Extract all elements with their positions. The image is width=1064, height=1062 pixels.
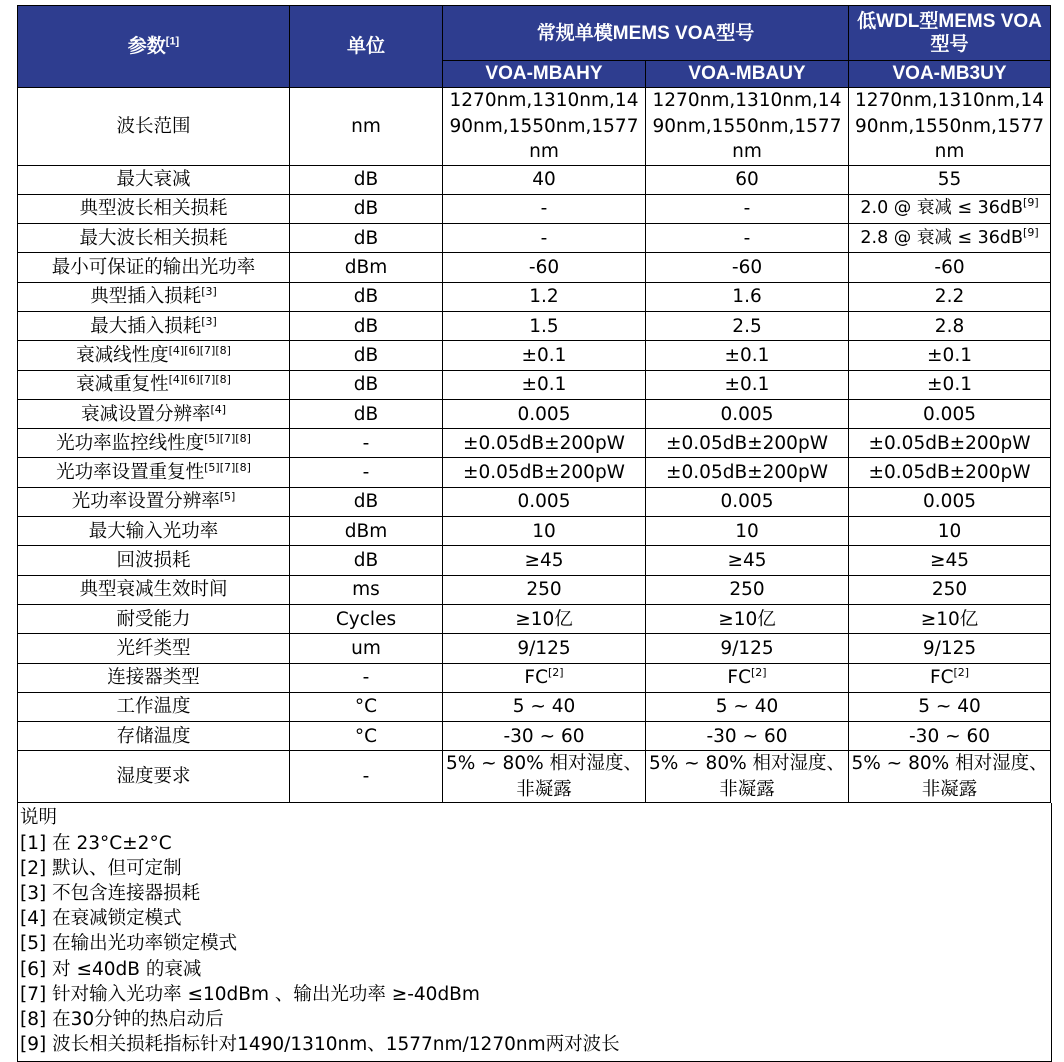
value-cell: ≥45 [646, 546, 849, 575]
value-cell: FC[2] [646, 663, 849, 692]
value-cell: 1.5 [443, 311, 646, 340]
table-row [18, 575, 1051, 604]
param-cell: 连接器类型 [18, 663, 290, 692]
unit-cell: ms [290, 575, 443, 604]
table-row [18, 663, 1051, 692]
param-cell: 光纤类型 [18, 634, 290, 663]
table-row [18, 341, 1051, 370]
table-row [18, 751, 1051, 803]
table-row [18, 399, 1051, 428]
table-row [18, 458, 1051, 487]
notes-section [17, 803, 1052, 1062]
value-cell: 5 ~ 40 [443, 692, 646, 721]
param-cell: 工作温度 [18, 692, 290, 721]
unit-cell: dB [290, 311, 443, 340]
model-header: VOA-MBAUY [646, 61, 849, 88]
value-cell: 1.2 [443, 282, 646, 311]
param-cell: 典型波长相关损耗 [18, 194, 290, 223]
unit-cell: °C [290, 722, 443, 751]
table-row [18, 165, 1051, 194]
model-header: VOA-MBAHY [443, 61, 646, 88]
value-cell: 2.8 [849, 311, 1051, 340]
unit-cell: - [290, 751, 443, 803]
unit-cell: nm [290, 88, 443, 166]
value-cell: 2.0 @ 衰减 ≤ 36dB[9] [849, 194, 1051, 223]
table-row [18, 634, 1051, 663]
table-row [18, 722, 1051, 751]
param-cell: 典型插入损耗[3] [18, 282, 290, 311]
value-cell: 1270nm,1310nm,1490nm,1550nm,1577nm [849, 88, 1051, 166]
unit-cell: dB [290, 224, 443, 253]
value-cell: 40 [443, 165, 646, 194]
value-cell: - [646, 194, 849, 223]
value-cell: -60 [443, 253, 646, 282]
value-cell: 5% ~ 80% 相对湿度、非凝露 [443, 751, 646, 803]
value-cell: 250 [849, 575, 1051, 604]
value-cell: 2.8 @ 衰减 ≤ 36dB[9] [849, 224, 1051, 253]
table-row [18, 487, 1051, 516]
param-cell: 衰减设置分辨率[4] [18, 399, 290, 428]
param-cell: 最小可保证的输出光功率 [18, 253, 290, 282]
footnote-ref: [1] [165, 35, 180, 48]
param-cell: 最大插入损耗[3] [18, 311, 290, 340]
param-column-header: 参数[1] [18, 6, 290, 88]
value-cell: ±0.05dB±200pW [443, 458, 646, 487]
value-cell: 9/125 [443, 634, 646, 663]
footnote-ref: [9] [1023, 196, 1039, 210]
table-row [18, 370, 1051, 399]
value-cell: 10 [443, 517, 646, 546]
unit-cell: dB [290, 487, 443, 516]
value-cell: 0.005 [849, 487, 1051, 516]
footnote-ref: [4] [210, 402, 227, 416]
table-row [18, 311, 1051, 340]
unit-cell: dB [290, 194, 443, 223]
table-row [18, 692, 1051, 721]
footnote-ref: [5][7][8] [204, 431, 251, 445]
value-cell: FC[2] [849, 663, 1051, 692]
unit-cell: um [290, 634, 443, 663]
value-cell: 250 [646, 575, 849, 604]
param-cell: 最大衰减 [18, 165, 290, 194]
unit-cell: dB [290, 370, 443, 399]
value-cell: 1.6 [646, 282, 849, 311]
low-wdl-models-header: 低WDL型MEMS VOA型号 [849, 6, 1051, 61]
unit-cell: °C [290, 692, 443, 721]
param-cell: 典型衰减生效时间 [18, 575, 290, 604]
param-cell: 光功率设置分辨率[5] [18, 487, 290, 516]
param-cell: 存储温度 [18, 722, 290, 751]
param-cell: 衰减线性度[4][6][7][8] [18, 341, 290, 370]
unit-cell: Cycles [290, 604, 443, 633]
note-item: [4] 在衰减锁定模式 [20, 908, 182, 930]
value-cell: ±0.1 [849, 341, 1051, 370]
value-cell: ≥10亿 [849, 604, 1051, 633]
value-cell: 0.005 [646, 487, 849, 516]
value-cell: 2.2 [849, 282, 1051, 311]
value-cell: ±0.05dB±200pW [646, 429, 849, 458]
value-cell: 250 [443, 575, 646, 604]
value-cell: 0.005 [443, 487, 646, 516]
unit-cell: - [290, 663, 443, 692]
value-cell: ≥45 [849, 546, 1051, 575]
table-row [18, 282, 1051, 311]
value-cell: - [646, 224, 849, 253]
model-header: VOA-MB3UY [849, 61, 1051, 88]
footnote-ref: [4][6][7][8] [168, 343, 231, 357]
table-row [18, 429, 1051, 458]
note-item: [6] 对 ≤40dB 的衰减 [20, 958, 202, 980]
footnote-ref: [9] [1023, 225, 1039, 239]
value-cell: -30 ~ 60 [443, 722, 646, 751]
value-cell: - [443, 224, 646, 253]
value-cell: ±0.05dB±200pW [646, 458, 849, 487]
table-row [18, 88, 1051, 166]
value-cell: ≥45 [443, 546, 646, 575]
note-item: [1] 在 23°C±2°C [20, 832, 172, 854]
value-cell: ±0.1 [443, 341, 646, 370]
unit-cell: - [290, 458, 443, 487]
value-cell: ≥10亿 [443, 604, 646, 633]
value-cell: 0.005 [849, 399, 1051, 428]
footnote-ref: [5] [219, 490, 236, 504]
value-cell: ±0.05dB±200pW [849, 429, 1051, 458]
value-cell: 5% ~ 80% 相对湿度、非凝露 [646, 751, 849, 803]
table-row [18, 224, 1051, 253]
note-item: [2] 默认、但可定制 [20, 857, 182, 879]
footnote-ref: [5][7][8] [204, 460, 251, 474]
table-row [18, 546, 1051, 575]
unit-cell: dB [290, 341, 443, 370]
spec-table-container [17, 5, 1050, 1062]
param-cell: 最大波长相关损耗 [18, 224, 290, 253]
note-item: [5] 在输出光功率锁定模式 [20, 933, 238, 955]
value-cell: ±0.1 [849, 370, 1051, 399]
value-cell: - [443, 194, 646, 223]
param-cell: 回波损耗 [18, 546, 290, 575]
param-cell: 光功率监控线性度[5][7][8] [18, 429, 290, 458]
value-cell: 0.005 [443, 399, 646, 428]
unit-cell: dB [290, 546, 443, 575]
value-cell: -60 [646, 253, 849, 282]
value-cell: ≥10亿 [646, 604, 849, 633]
footnote-ref: [4][6][7][8] [168, 373, 231, 387]
param-cell: 光功率设置重复性[5][7][8] [18, 458, 290, 487]
value-cell: ±0.1 [443, 370, 646, 399]
value-cell: 5 ~ 40 [646, 692, 849, 721]
value-cell: ±0.1 [646, 341, 849, 370]
value-cell: 5% ~ 80% 相对湿度、非凝露 [849, 751, 1051, 803]
table-header [18, 6, 1051, 88]
value-cell: 1270nm,1310nm,1490nm,1550nm,1577nm [443, 88, 646, 166]
value-cell: 1270nm,1310nm,1490nm,1550nm,1577nm [646, 88, 849, 166]
value-cell: ±0.05dB±200pW [443, 429, 646, 458]
footnote-ref: [2] [547, 666, 564, 680]
table-row [18, 253, 1051, 282]
unit-cell: dBm [290, 517, 443, 546]
unit-cell: dB [290, 282, 443, 311]
value-cell: 9/125 [646, 634, 849, 663]
table-body [18, 88, 1051, 803]
unit-cell: dB [290, 165, 443, 194]
value-cell: ±0.1 [646, 370, 849, 399]
value-cell: FC[2] [443, 663, 646, 692]
value-cell: -30 ~ 60 [849, 722, 1051, 751]
value-cell: -60 [849, 253, 1051, 282]
standard-models-header: 常规单模MEMS VOA型号 [443, 6, 849, 61]
value-cell: 10 [646, 517, 849, 546]
notes-title: 说明 [20, 807, 58, 829]
unit-cell: - [290, 429, 443, 458]
unit-cell: dB [290, 399, 443, 428]
unit-cell: dBm [290, 253, 443, 282]
table-row [18, 194, 1051, 223]
unit-column-header: 单位 [290, 6, 443, 88]
value-cell: ±0.05dB±200pW [849, 458, 1051, 487]
param-cell: 耐受能力 [18, 604, 290, 633]
footnote-ref: [2] [750, 666, 767, 680]
value-cell: -30 ~ 60 [646, 722, 849, 751]
value-cell: 60 [646, 165, 849, 194]
param-cell: 最大输入光功率 [18, 517, 290, 546]
value-cell: 2.5 [646, 311, 849, 340]
value-cell: 0.005 [646, 399, 849, 428]
spec-table [17, 5, 1051, 803]
param-cell: 波长范围 [18, 88, 290, 166]
note-item: [3] 不包含连接器损耗 [20, 883, 201, 905]
value-cell: 5 ~ 40 [849, 692, 1051, 721]
param-cell: 衰减重复性[4][6][7][8] [18, 370, 290, 399]
note-item: [8] 在30分钟的热启动后 [20, 1009, 224, 1031]
value-cell: 9/125 [849, 634, 1051, 663]
value-cell: 10 [849, 517, 1051, 546]
note-item: [9] 波长相关损耗指标针对1490/1310nm、1577nm/1270nm两对波长 [20, 1034, 620, 1056]
note-item: [7] 针对输入光功率 ≤10dBm 、输出光功率 ≥-40dBm [20, 983, 480, 1005]
footnote-ref: [3] [201, 285, 217, 299]
param-cell: 湿度要求 [18, 751, 290, 803]
value-cell: 55 [849, 165, 1051, 194]
footnote-ref: [2] [953, 666, 970, 680]
footnote-ref: [3] [201, 314, 217, 328]
table-row [18, 517, 1051, 546]
table-row [18, 604, 1051, 633]
